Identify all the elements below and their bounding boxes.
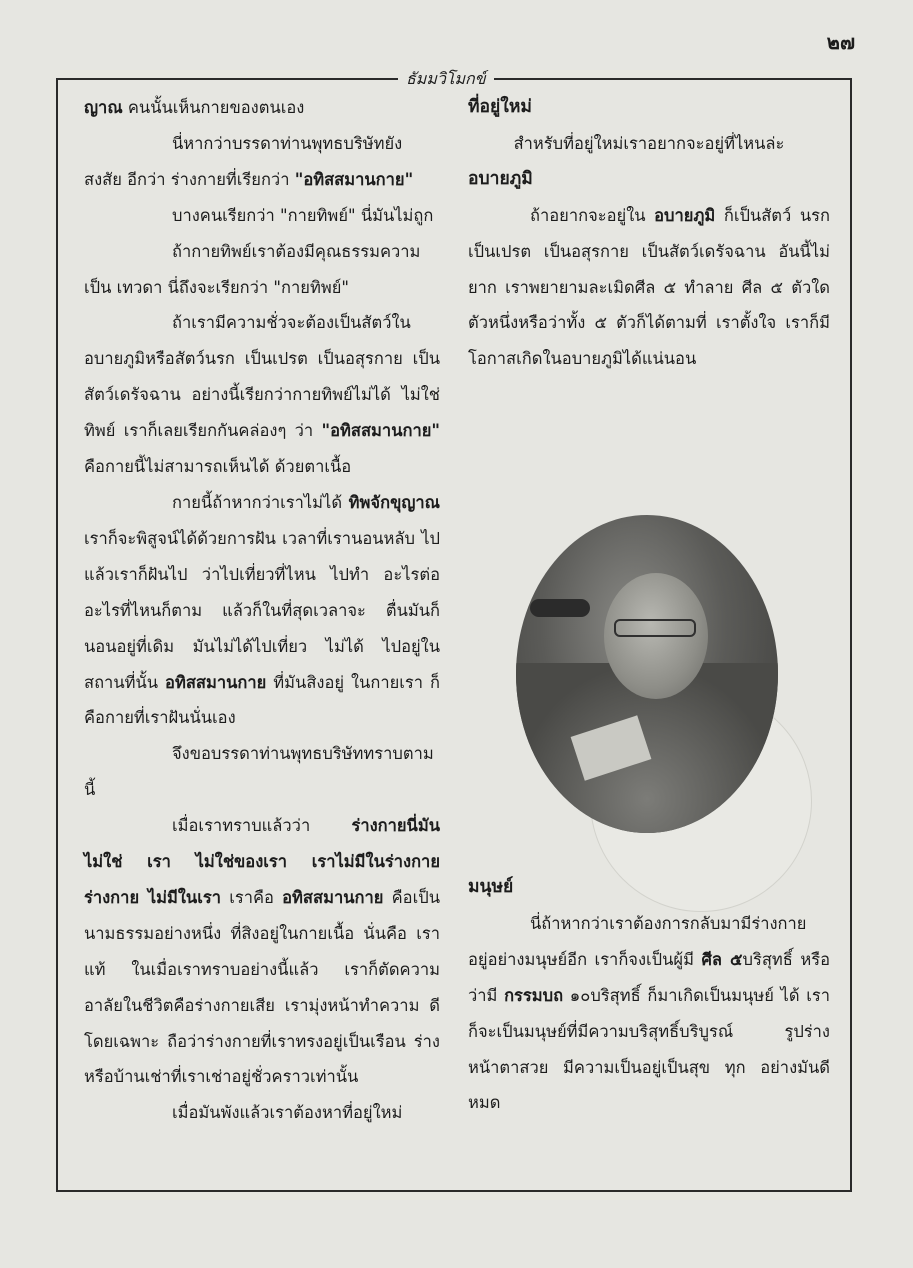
text-run: กายนี้ถ้าหากว่าเราไม่ได้	[172, 492, 349, 512]
bold-text: ญาณ	[84, 98, 123, 117]
text-run: คือกายนี้ไม่สามารถเห็นได้ ด้วยตาเนื้อ	[84, 457, 352, 477]
bold-text: ที่อยู่ใหม่	[468, 97, 532, 117]
bold-text: อทิสสมานกาย	[165, 672, 267, 692]
bold-text: อบายภูมิ	[654, 205, 716, 225]
text-run: สำหรับที่อยู่ใหม่เราอยากจะอยู่ที่ไหนล่ะ	[513, 133, 785, 153]
bold-text: กรรมบถ	[504, 985, 564, 1005]
page-number: ๒๗	[826, 30, 855, 54]
paragraph	[84, 808, 440, 1095]
paragraph	[468, 906, 830, 1121]
text-run: นี่ถ้าหากว่าเราต้องการกลับมามีร่างกาย อยู่อย่างมนุษย์อีก เราก็จงเป็นผู้มี	[468, 913, 807, 969]
text-run: คือเป็น นามธรรมอย่างหนึ่ง ที่สิงอยู่ในกายเนื้อ นั่นคือ เราแท้ ในเมื่อเราทราบอย่างนี้แล้ว เราก็ตัดความ อาลัยในชีวิตคือร่างกายเสีย เรามุ่งหน้าทำความ ดีโดยเฉพาะ ถือว่าร่างกายที่เราทรงอยู่เป็นเรือน ร่าง หรือบ้านเช่าที่เราเช่าอยู่ชั่วคราวเท่านั้น	[84, 887, 440, 1087]
text-run: ที่มันสิงอยู่ ในกายเรา ก็คือกายที่เราฝันนั่นเอง	[84, 672, 440, 728]
section-heading	[468, 162, 830, 198]
text-run: บางคนเรียกว่า "กายทิพย์" นี่มันไม่ถูก	[172, 205, 434, 225]
paragraph	[84, 234, 440, 306]
bold-text: ร่างกายนี่มันไม่ใช่ เรา ไม่ใช่ของเรา เราไม่มีในร่างกาย ร่างกาย ไม่มีในเรา	[84, 816, 440, 907]
text-run: จึงขอบรรดาท่านพุทธบริษัททราบตามนี้	[84, 744, 434, 800]
glasses-shape	[614, 619, 696, 637]
bold-text: "อทิสสมานกาย"	[321, 421, 440, 441]
text-run: คนนั้นเห็นกายของตนเอง	[122, 98, 305, 117]
paragraph	[84, 485, 440, 736]
paragraph	[84, 736, 440, 808]
left-column	[84, 90, 440, 1131]
paragraph	[84, 305, 440, 485]
text-run: บริสุทธิ์ หรือว่ามี	[468, 949, 830, 1005]
text-run: เมื่อมันพังแล้วเราต้องหาที่อยู่ใหม่	[172, 1103, 403, 1123]
text-run: ๑๐บริสุทธิ์ ก็มาเกิดเป็นมนุษย์ ได้ เราก็จะเป็นมนุษย์ที่มีความบริสุทธิ์บริบูรณ์ รูปร่างหน้าตาสวย มีความเป็นอยู่เป็นสุข ทุก อย่างมันดีหมด	[468, 985, 830, 1113]
paragraph	[84, 198, 440, 234]
text-run: ถ้าอยากจะอยู่ใน	[530, 205, 655, 225]
right-column	[468, 90, 830, 377]
bold-text: "อทิสสมานกาย"	[294, 169, 414, 189]
right-column-bottom	[468, 870, 830, 1121]
paragraph	[468, 198, 830, 378]
paragraph	[468, 126, 830, 162]
paragraph	[84, 90, 440, 126]
text-run: ก็เป็นสัตว์ นรก เป็นเปรต เป็นอสุรกาย เป็นสัตว์เดรัจฉาน อันนี้ไม่ยาก เราพยายามละเมิดศีล ๕ ทำลาย ศีล ๕ ตัวใดตัวหนึ่งหรือว่าทั้ง ๕ ตัวก็ได้ตามที่ เราตั้งใจ เราก็มีโอกาสเกิดในอบายภูมิได้แน่นอน	[468, 205, 830, 369]
text-run: เราคือ	[220, 887, 283, 907]
bold-text: อทิสสมานกาย	[282, 887, 384, 907]
bold-text: อบายภูมิ	[468, 168, 533, 189]
running-title: ธัมมวิโมกข์	[398, 67, 494, 92]
paragraph	[84, 126, 440, 198]
section-heading	[468, 870, 830, 906]
text-run: นี่หากว่าบรรดาท่านพุทธบริษัทยังสงสัย อีกว่า ร่างกายที่เรียกว่า	[84, 133, 403, 189]
text-run: ถ้าเรามีความชั่วจะต้องเป็นสัตว์ใน อบายภูมิหรือสัตว์นรก เป็นเปรต เป็นอสุรกาย เป็นสัตว์เดรัจฉาน อย่างนี้เรียกว่ากายทิพย์ไม่ได้ ไม่ใช่ทิพย์ เราก็เลยเรียกกันคล่องๆ ว่า	[84, 313, 440, 441]
monk-portrait-photo	[516, 515, 778, 833]
text-run: ถ้ากายทิพย์เราต้องมีคุณธรรมความเป็น เทวดา นี่ถึงจะเรียกว่า "กายทิพย์"	[84, 241, 421, 297]
paragraph	[84, 1095, 440, 1131]
bold-text: ทิพจักขุญาณ	[348, 492, 440, 512]
section-heading	[468, 90, 830, 126]
bold-text: ศีล ๕	[701, 949, 743, 969]
bold-text: มนุษย์	[468, 877, 514, 897]
microphone-icon	[530, 599, 590, 617]
text-run: เราก็จะพิสูจน์ได้ด้วยการฝัน เวลาที่เรานอนหลับ ไป แล้วเราก็ฝันไป ว่าไปเที่ยวที่ไหน ไปทำ อะไรต่ออะไรที่ไหนก็ตาม แล้วก็ในที่สุดเวลาจะ ตื่นมันก็นอนอยู่ที่เดิม มันไม่ได้ไปเที่ยว ไม่ได้ ไปอยู่ในสถานที่นั้น	[84, 528, 440, 692]
text-run: เมื่อเราทราบแล้วว่า	[172, 816, 352, 836]
